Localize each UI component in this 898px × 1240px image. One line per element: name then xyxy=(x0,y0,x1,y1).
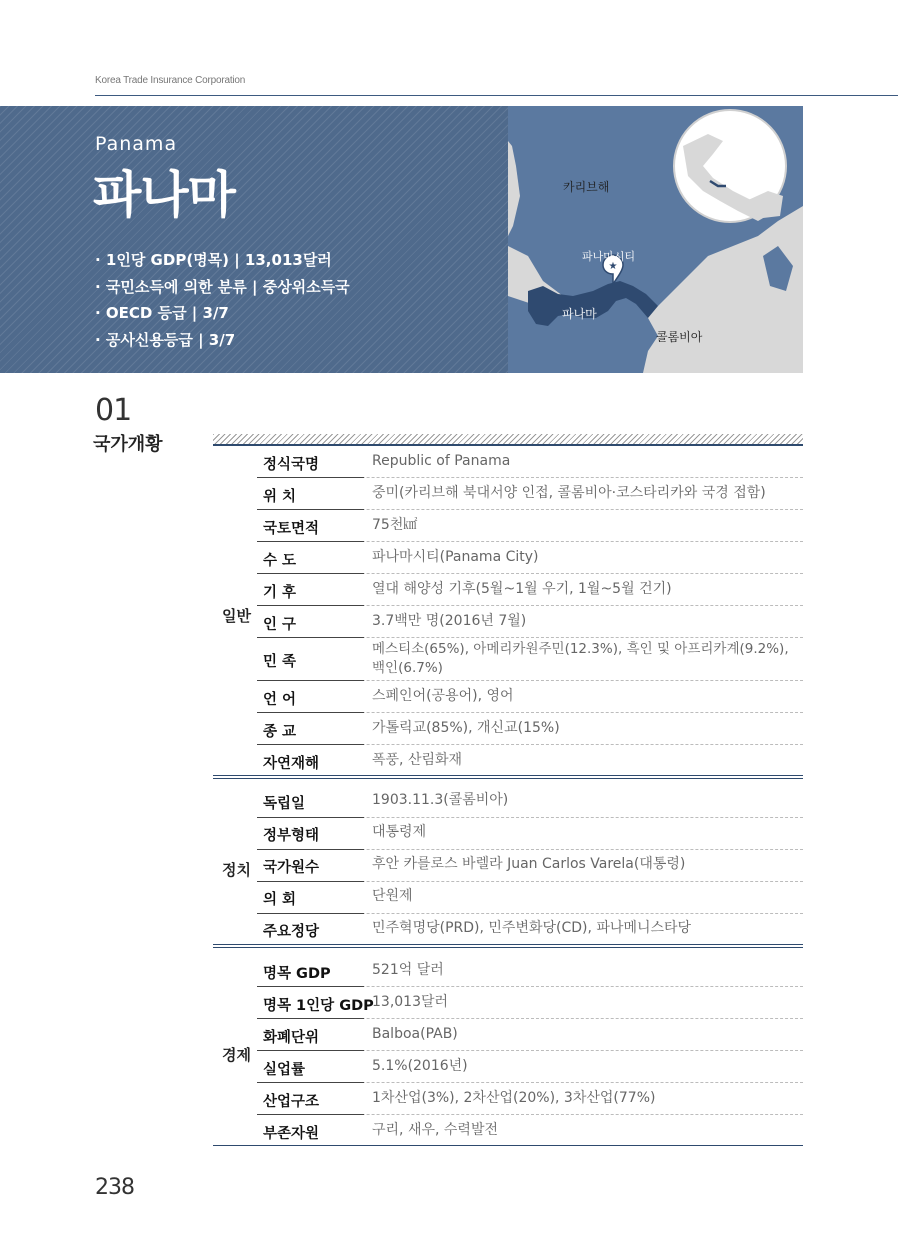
label-cell-rule xyxy=(257,986,364,987)
section-number: 01 xyxy=(95,393,132,428)
map-label-neighbor: 콜롬비아 xyxy=(656,330,703,344)
row-value: 파나마시티(Panama City) xyxy=(372,549,539,565)
row-label: 국토면적 xyxy=(263,521,320,537)
country-name-en: Panama xyxy=(95,133,178,155)
row-label: 명목 1인당 GDP xyxy=(263,998,374,1014)
group-label-general: 일반 xyxy=(222,607,251,625)
table-hatch xyxy=(213,434,803,444)
label-cell-rule xyxy=(257,1050,364,1051)
row-label: 국가원수 xyxy=(263,860,320,876)
table-row xyxy=(257,914,803,944)
row-label: 자연재해 xyxy=(263,756,320,772)
label-cell-rule xyxy=(257,573,364,574)
table-row xyxy=(257,818,803,850)
table-row xyxy=(257,1115,803,1145)
table-row xyxy=(257,786,803,818)
map-label-sea: 카리브해 xyxy=(563,180,610,194)
table-row xyxy=(257,606,803,638)
stat-oecd-grade: · OECD 등급 | 3/7 xyxy=(95,304,229,322)
stat-credit-grade: · 공사신용등급 | 3/7 xyxy=(95,330,236,349)
row-label: 기 후 xyxy=(263,585,297,601)
table-row xyxy=(257,510,803,542)
row-value: 중미(카리브해 북대서양 인접, 콜롬비아·코스타리카와 국경 접함) xyxy=(372,485,766,501)
label-cell-rule xyxy=(257,1114,364,1115)
row-value: Balboa(PAB) xyxy=(372,1026,458,1042)
label-cell-rule xyxy=(257,849,364,850)
table-row xyxy=(257,1051,803,1083)
table-row xyxy=(257,638,803,681)
row-label: 부존자원 xyxy=(263,1126,320,1142)
label-cell-rule xyxy=(257,509,364,510)
row-value: 후안 카를로스 바렐라 Juan Carlos Varela(대통령) xyxy=(372,856,686,872)
row-value: 단원제 xyxy=(372,888,413,904)
label-cell-rule xyxy=(257,817,364,818)
label-cell-rule xyxy=(257,1082,364,1083)
svg-text:★: ★ xyxy=(608,261,618,272)
header-org: Korea Trade Insurance Corporation xyxy=(95,75,246,86)
row-value: 3.7백만 명(2016년 7월) xyxy=(372,613,527,629)
row-label: 의 회 xyxy=(263,892,297,908)
row-label: 언 어 xyxy=(263,692,297,708)
stat-gdp-per-capita: · 1인당 GDP(명목) | 13,013달러 xyxy=(95,251,332,269)
table-row xyxy=(257,574,803,606)
country-stats xyxy=(95,247,350,353)
table-row xyxy=(257,478,803,510)
row-value: 민주혁명당(PRD), 민주변화당(CD), 파나메니스타당 xyxy=(372,920,692,936)
row-value: 메스티소(65%), 아메리카원주민(12.3%), 흑인 및 아프리카계(9.2%), xyxy=(372,641,789,657)
group-label-economy: 경제 xyxy=(222,1046,251,1064)
table-row xyxy=(257,681,803,713)
row-label: 정부형태 xyxy=(263,828,320,844)
label-cell-rule xyxy=(257,637,364,638)
label-cell-rule xyxy=(257,541,364,542)
label-cell-rule xyxy=(257,605,364,606)
table-row xyxy=(257,1083,803,1115)
row-value: 가톨릭교(85%), 개신교(15%) xyxy=(372,720,560,736)
label-cell-rule xyxy=(257,744,364,745)
row-value: 열대 해양성 기후(5월~1월 우기, 1월~5월 건기) xyxy=(372,581,672,597)
row-label: 종 교 xyxy=(263,724,297,740)
label-cell-rule xyxy=(257,1018,364,1019)
stat-income-class: · 국민소득에 의한 분류 | 중상위소득국 xyxy=(95,277,350,296)
row-value: 폭풍, 산림화재 xyxy=(372,752,463,768)
section-title: 국가개황 xyxy=(93,434,163,455)
group-separator xyxy=(213,775,803,779)
table-row xyxy=(257,745,803,775)
row-value: 1차산업(3%), 2차산업(20%), 3차산업(77%) xyxy=(372,1090,656,1106)
row-value: 521억 달러 xyxy=(372,962,444,978)
row-value: 5.1%(2016년) xyxy=(372,1058,468,1074)
row-value: 구리, 새우, 수력발전 xyxy=(372,1122,498,1138)
header-rule xyxy=(95,95,898,96)
map-label-country: 파나마 xyxy=(562,307,597,321)
map-label-capital: 파나마시티 xyxy=(582,250,636,263)
page-number: 238 xyxy=(95,1175,134,1200)
table-row xyxy=(257,955,803,987)
table-row xyxy=(257,850,803,882)
label-cell-rule xyxy=(257,680,364,681)
row-value: 스페인어(공용어), 영어 xyxy=(372,688,514,704)
row-label: 수 도 xyxy=(263,553,297,569)
country-name-ko: 파나마 xyxy=(93,166,235,224)
row-label: 인 구 xyxy=(263,617,297,633)
row-label: 명목 GDP xyxy=(263,966,331,982)
group-separator xyxy=(213,944,803,948)
table-row xyxy=(257,713,803,745)
table-row xyxy=(257,1019,803,1051)
group-label-politics: 정치 xyxy=(222,861,251,879)
label-cell-rule xyxy=(257,712,364,713)
row-label: 정식국명 xyxy=(263,457,320,473)
table-row xyxy=(257,542,803,574)
table-row xyxy=(257,882,803,914)
row-label: 산업구조 xyxy=(263,1094,320,1110)
label-cell-rule xyxy=(257,881,364,882)
row-label: 화폐단위 xyxy=(263,1030,320,1046)
row-label: 주요정당 xyxy=(263,924,320,940)
row-value: 13,013달러 xyxy=(372,994,449,1010)
row-label: 민 족 xyxy=(263,654,297,670)
table-bottom-rule xyxy=(213,1145,803,1146)
label-cell-rule xyxy=(257,913,364,914)
row-label: 독립일 xyxy=(263,796,306,812)
table-row xyxy=(257,446,803,478)
row-value-cont: 백인(6.7%) xyxy=(372,660,443,676)
row-label: 실업률 xyxy=(263,1062,306,1078)
row-value: 75천㎢ xyxy=(372,517,418,533)
row-label: 위 치 xyxy=(263,489,297,505)
row-value: 대통령제 xyxy=(372,824,427,840)
table-row xyxy=(257,987,803,1019)
row-value: 1903.11.3(콜롬비아) xyxy=(372,792,509,808)
label-cell-rule xyxy=(257,477,364,478)
row-value: Republic of Panama xyxy=(372,453,511,469)
